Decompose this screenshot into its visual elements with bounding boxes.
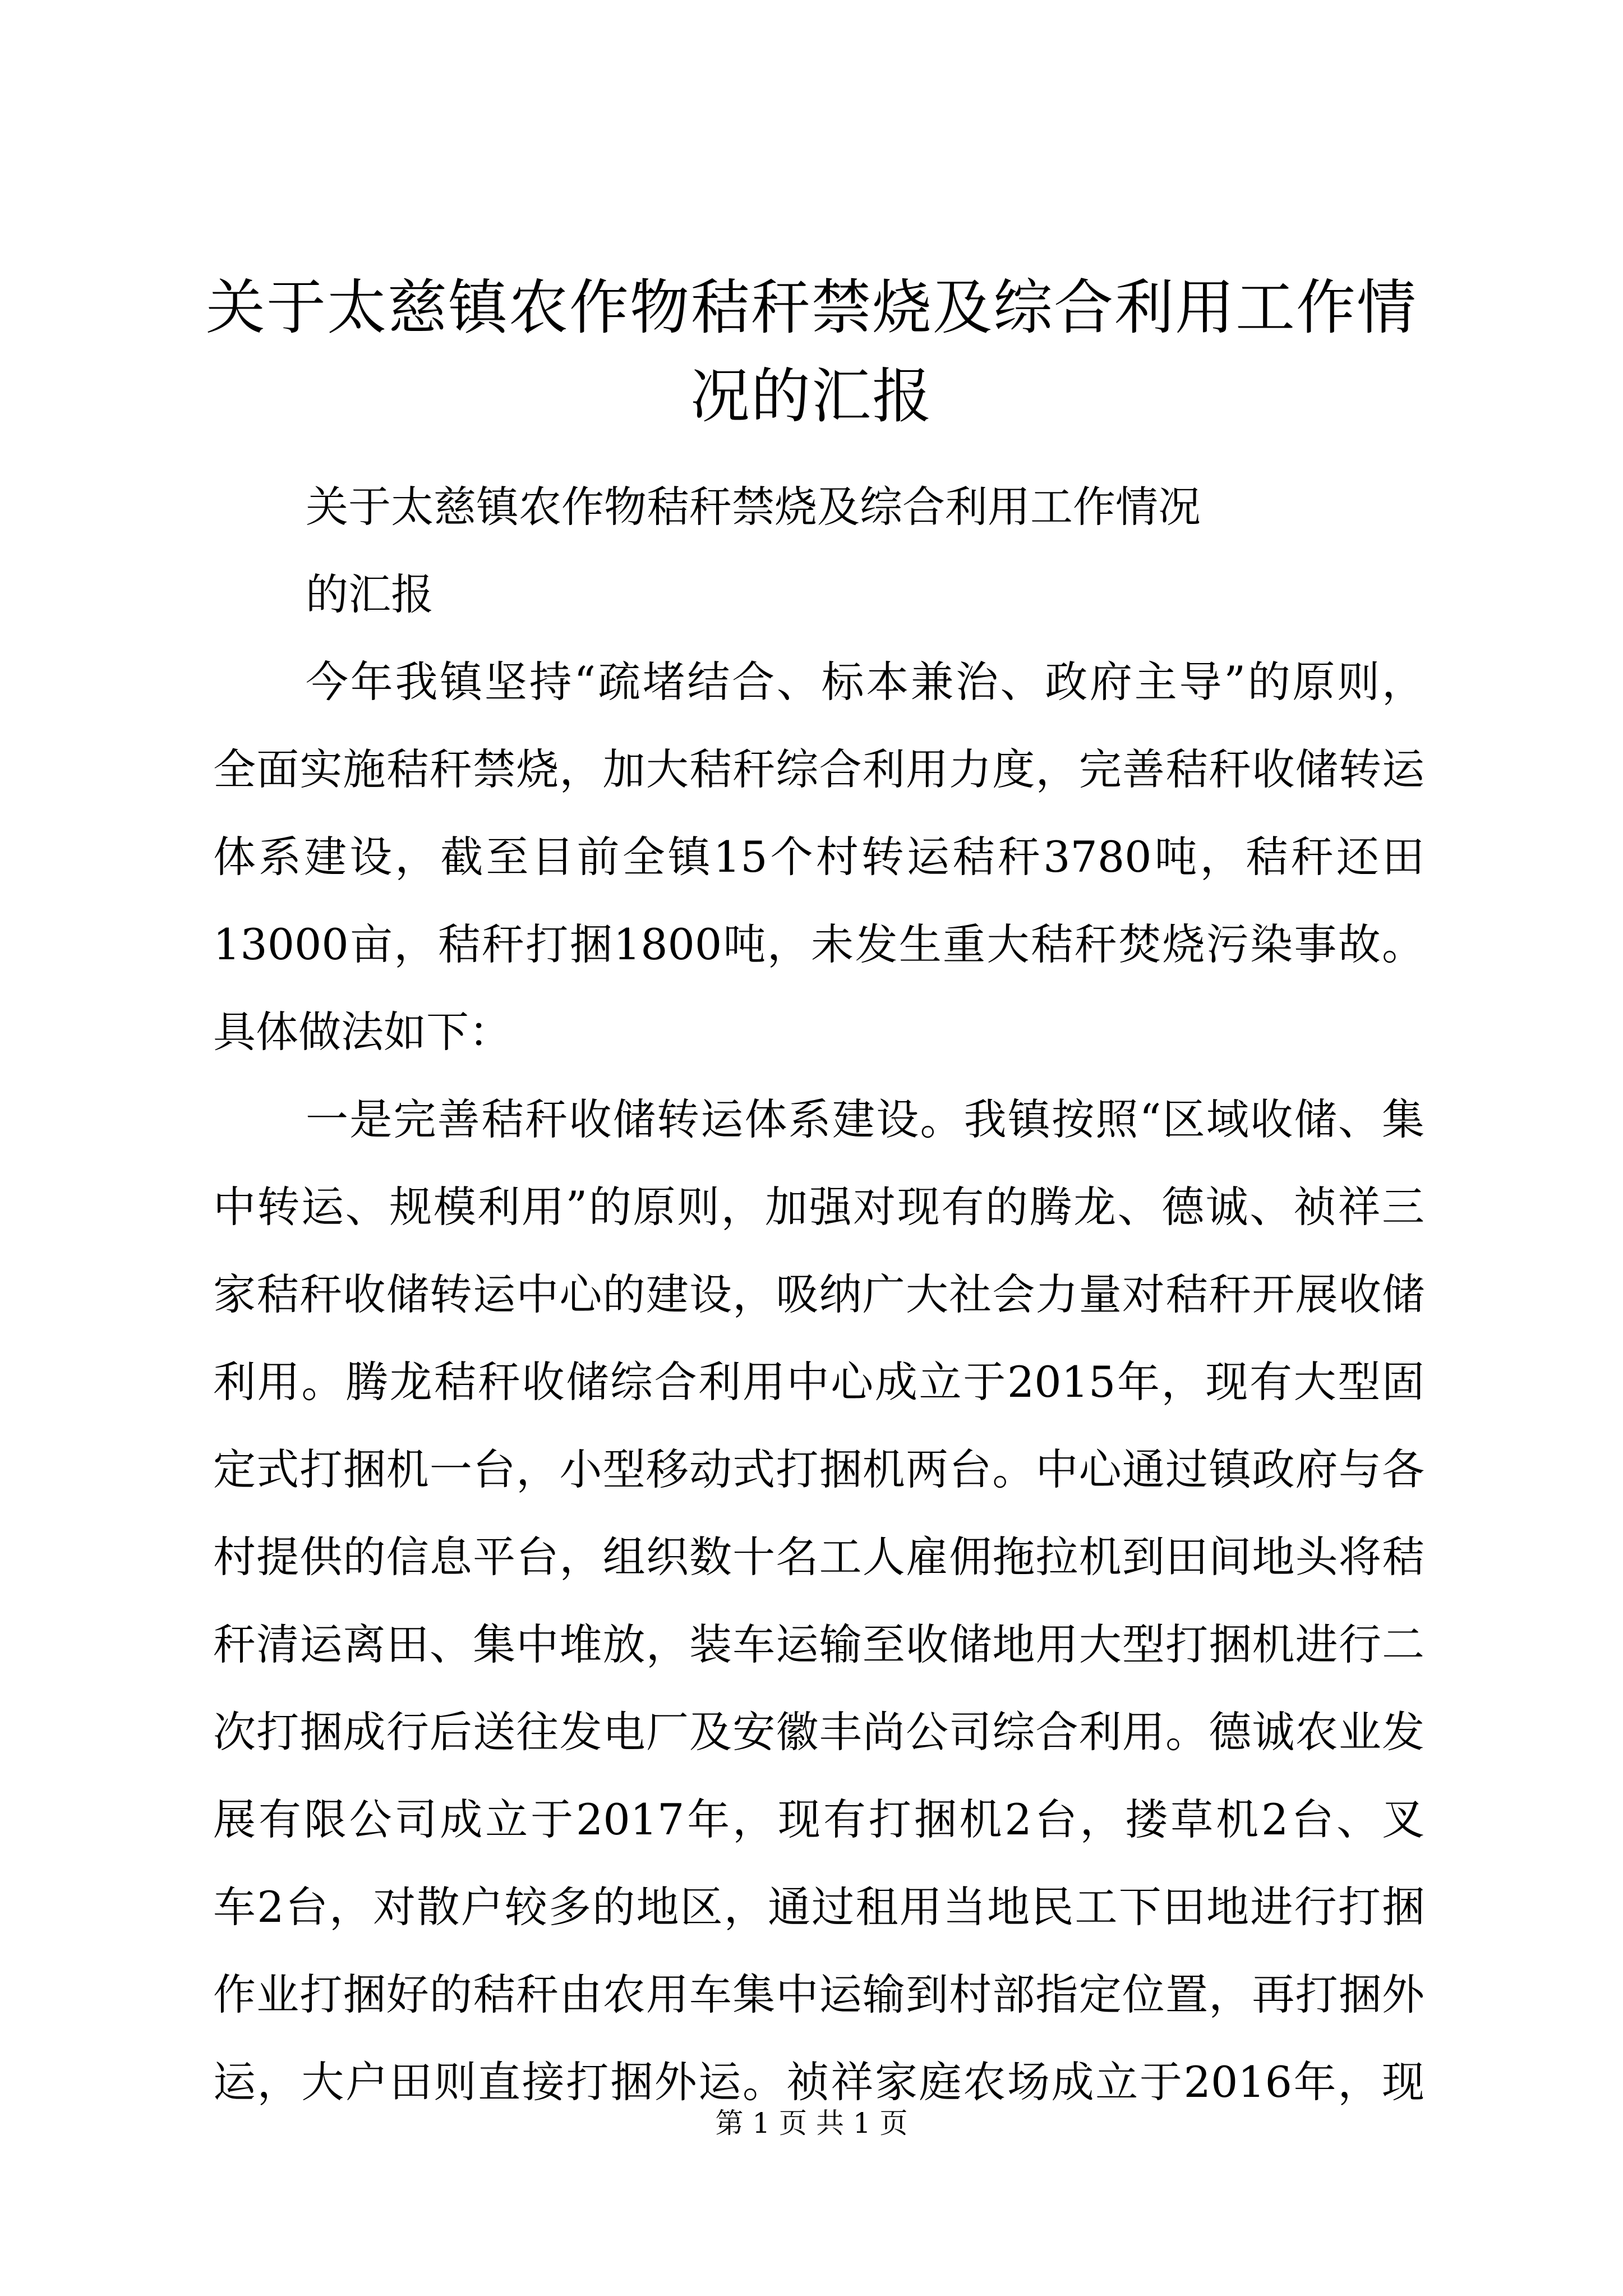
paragraph-line: 车2台，对散户较多的地区，通过租用当地民工下田地进行打捆 [213, 1882, 1424, 1932]
paragraph-line: 运，大户田则直接打捆外运。祯祥家庭农场成立于2016年，现 [213, 2057, 1424, 2107]
subtitle-line: 的汇报 [306, 569, 434, 619]
paragraph-line: 体系建设，截至目前全镇15个村转运秸秆3780吨，秸秆还田 [213, 832, 1424, 882]
paragraph-line: 定式打捆机一台，小型移动式打捆机两台。中心通过镇政府与各 [213, 1444, 1424, 1494]
paragraph-line: 秆清运离田、集中堆放，装车运输至收储地用大型打捆机进行二 [213, 1619, 1424, 1669]
paragraph-line: 作业打捆好的秸秆由农用车集中运输到村部指定位置，再打捆外 [213, 1970, 1424, 2019]
paragraph-line: 村提供的信息平台，组织数十名工人雇佣拖拉机到田间地头将秸 [213, 1532, 1424, 1582]
paragraph-line: 今年我镇坚持“疏堵结合、标本兼治、政府主导”的原则， [306, 657, 1424, 707]
paragraph-line: 具体做法如下： [213, 1007, 511, 1057]
document-title [185, 264, 1438, 441]
paragraph-line: 家秸秆收储转运中心的建设，吸纳广大社会力量对秸秆开展收储 [213, 1269, 1424, 1319]
paragraph-line: 中转运、规模利用”的原则，加强对现有的腾龙、德诚、祯祥三 [213, 1182, 1424, 1232]
paragraph-line: 利用。腾龙秸秆收储综合利用中心成立于2015年，现有大型固 [213, 1357, 1424, 1407]
subtitle-line: 关于太慈镇农作物秸秆禁烧及综合利用工作情况 [306, 482, 1201, 532]
page-footer: 第 1 页 共 1 页 [715, 2107, 908, 2139]
document-body [213, 463, 1424, 2126]
title-line: 况的汇报 [690, 362, 933, 431]
paragraph-line: 13000亩，秸秆打捆1800吨，未发生重大秸秆焚烧污染事故。 [213, 919, 1424, 969]
paragraph-line: 全面实施秸秆禁烧，加大秸秆综合利用力度，完善秸秆收储转运 [213, 744, 1424, 794]
title-line: 关于太慈镇农作物秸秆禁烧及综合利用工作情 [206, 273, 1417, 342]
paragraph-line: 展有限公司成立于2017年，现有打捆机2台，搂草机2台、叉 [213, 1795, 1424, 1844]
paragraph-line: 次打捆成行后送往发电厂及安徽丰尚公司综合利用。德诚农业发 [213, 1707, 1424, 1757]
paragraph-line: 一是完善秸秆收储转运体系建设。我镇按照“区域收储、集 [306, 1094, 1424, 1144]
